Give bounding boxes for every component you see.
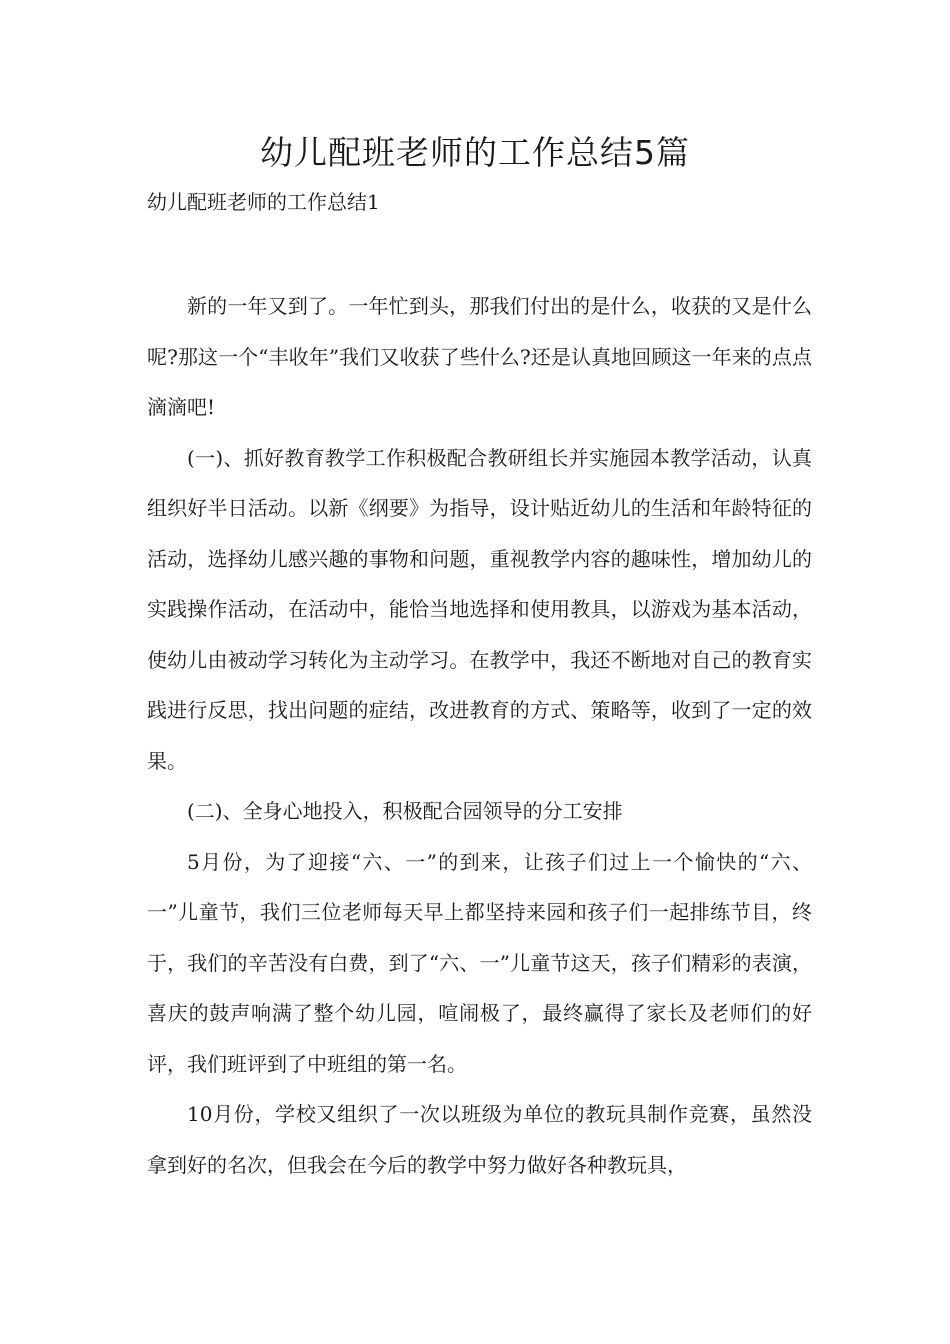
document-body bbox=[147, 281, 812, 1190]
paragraph-teaching-work: (一)、抓好教育教学工作积极配合教研组长并实施园本教学活动，认真组织好半日活动。以新《纲要》为指导，设计贴近幼儿的生活和年龄特征的活动，选择幼儿感兴趣的事物和问题，重视教学内容的趣味性，增加幼儿的实践操作活动，在活动中，能恰当地选择和使用教具，以游戏为基本活动，使幼儿由被动学习转化为主动学习。在教学中，我还不断地对自己的教育实践进行反思，找出问题的症结，改进教育的方式、策略等，收到了一定的效果。 bbox=[147, 445, 812, 773]
paragraph-section-two-heading: (二)、全身心地投入，积极配合园领导的分工安排 bbox=[187, 799, 623, 823]
paragraph-intro: 新的一年又到了。一年忙到头，那我们付出的是什么，收获的又是什么呢?那这一个“丰收年”我们又收获了些什么?还是认真地回顾这一年来的点点滴滴吧! bbox=[147, 294, 812, 419]
document-title: 幼儿配班老师的工作总结5篇 bbox=[260, 133, 690, 172]
document-subtitle: 幼儿配班老师的工作总结1 bbox=[147, 190, 380, 214]
paragraph-october-event: 10月份，学校又组织了一次以班级为单位的教玩具制作竞赛，虽然没拿到好的名次，但我会在今后的教学中努力做好各种教玩具， bbox=[147, 1102, 812, 1177]
paragraph-may-event: 5月份，为了迎接“六、一”的到来，让孩子们过上一个愉快的“六、一”儿童节，我们三位老师每天早上都坚持来园和孩子们一起排练节目，终于，我们的辛苦没有白费，到了“六、一”儿童节这天，孩子们精彩的表演，喜庆的鼓声响满了整个幼儿园，喧闹极了，最终赢得了家长及老师们的好评，我们班评到了中班组的第一名。 bbox=[147, 849, 812, 1076]
